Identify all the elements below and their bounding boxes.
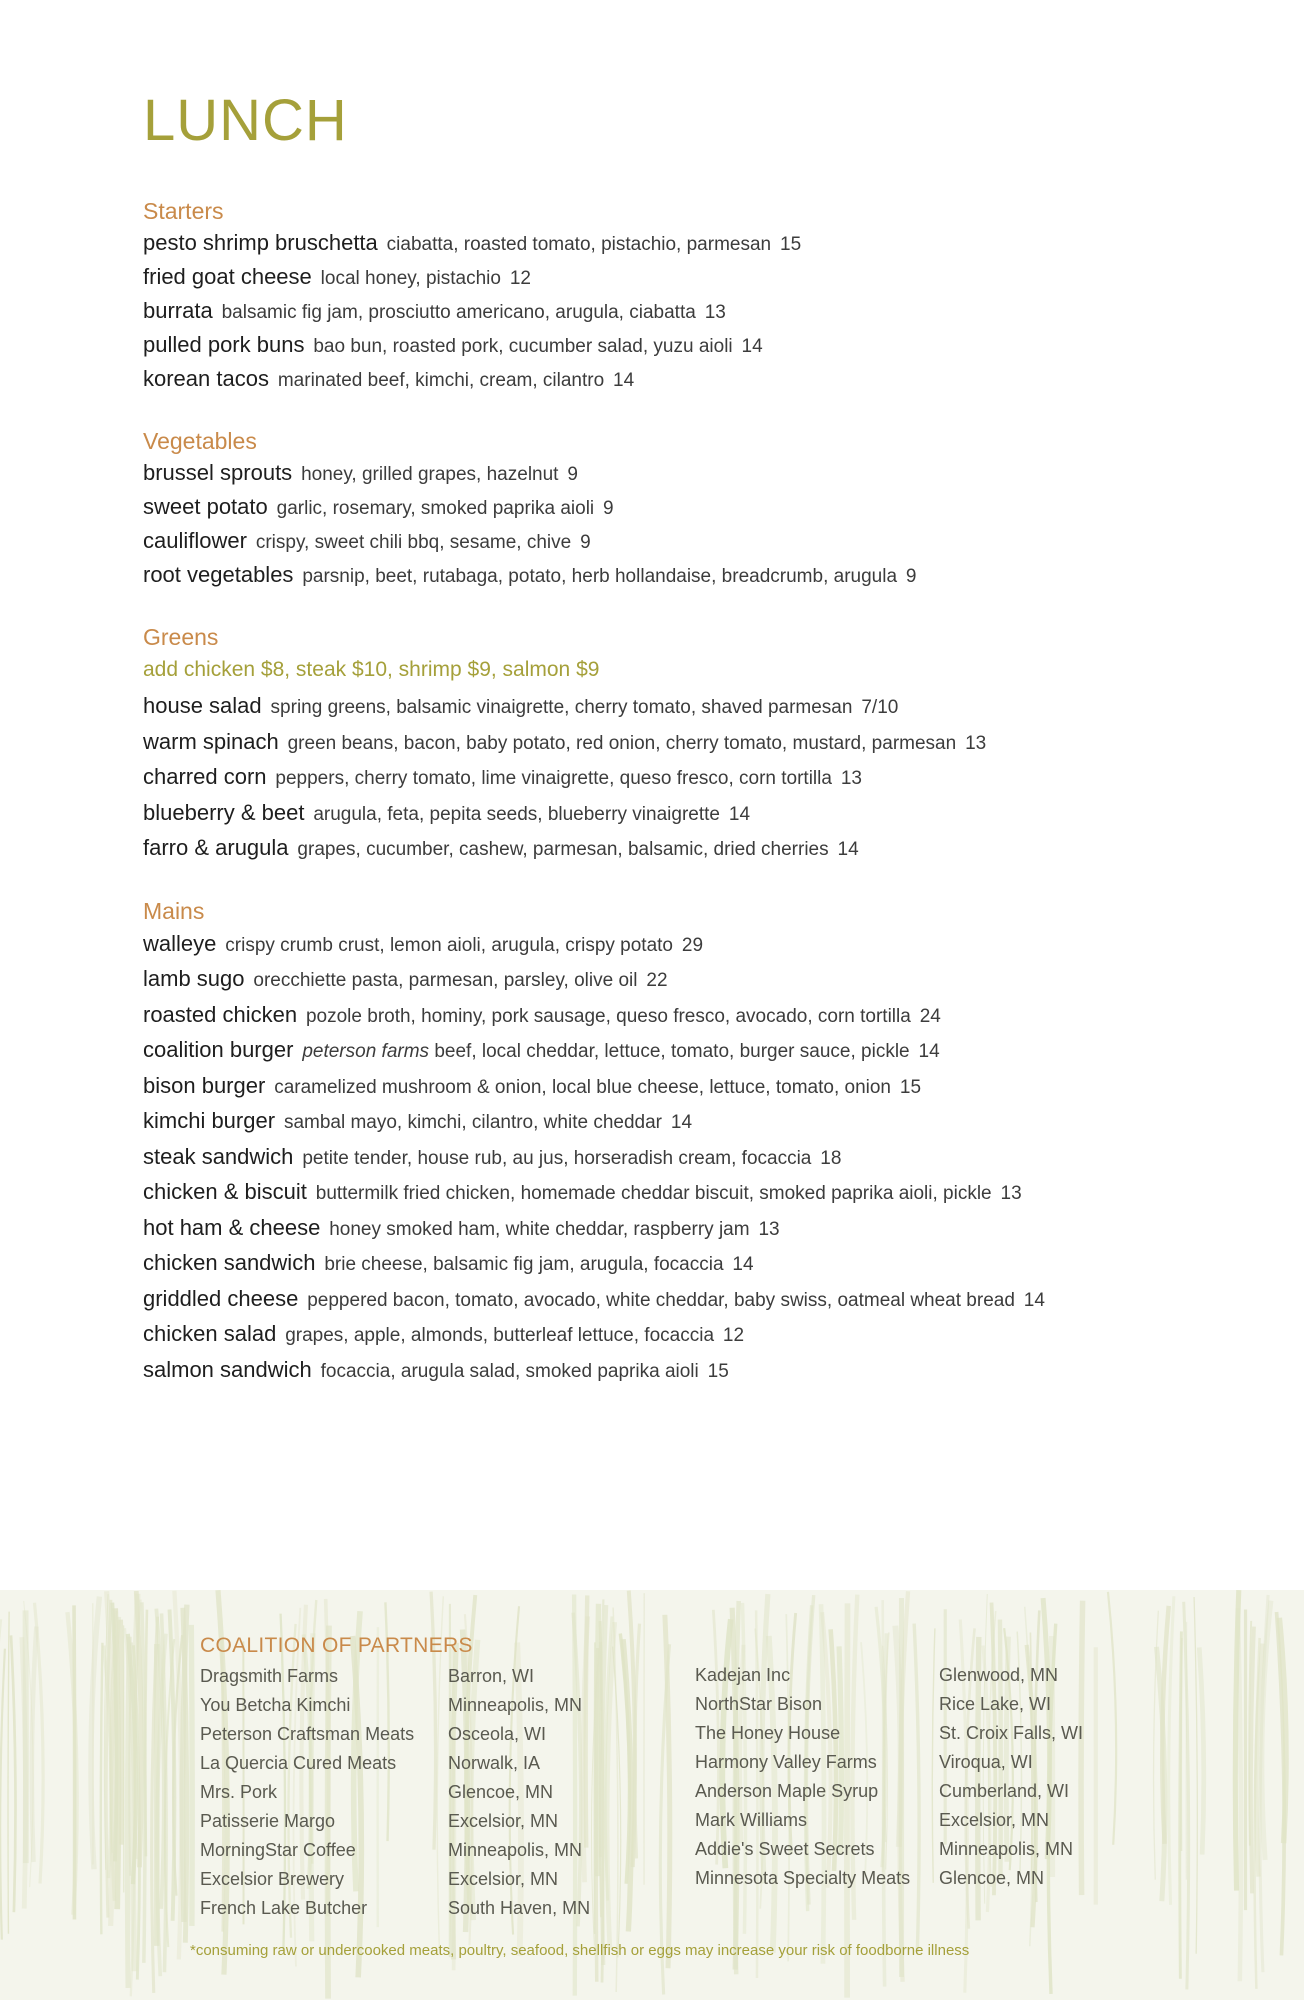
menu-item	[143, 328, 1243, 362]
item-price: 14	[670, 1112, 693, 1133]
item-name: griddled cheese	[143, 1285, 299, 1311]
item-description-text: honey smoked ham, white cheddar, raspberry jam	[329, 1218, 750, 1240]
item-price: 14	[728, 803, 751, 825]
item-description-text: arugula, feta, pepita seeds, blueberry vinaigrette	[313, 803, 720, 825]
partner-location: Minneapolis, MN	[939, 1839, 1074, 1859]
item-price: 15	[707, 1360, 729, 1382]
menu-item	[143, 961, 1243, 997]
partner-location: St. Croix Falls, WI	[939, 1723, 1084, 1743]
menu-item	[143, 1281, 1243, 1317]
item-name: chicken & biscuit	[143, 1179, 307, 1204]
item-name: salmon sandwich	[143, 1356, 312, 1382]
item-description	[271, 697, 853, 718]
item-description	[307, 1290, 1015, 1311]
partner-location: Rice Lake, WI	[939, 1694, 1052, 1714]
item-description	[301, 464, 558, 485]
item-description	[302, 1148, 811, 1169]
menu-item	[143, 362, 1243, 396]
item-name: fried goat cheese	[143, 264, 312, 289]
menu-item	[143, 724, 1243, 760]
menu-section-vegetables	[143, 426, 1243, 592]
item-description-text: marinated beef, kimchi, cream, cilantro	[277, 370, 605, 391]
partner-name: Dragsmith Farms	[200, 1666, 339, 1686]
item-description	[302, 566, 897, 587]
item-description	[297, 839, 828, 860]
bark-stroke	[1199, 1647, 1204, 1854]
menu-item	[143, 926, 1243, 962]
item-name: lamb sugo	[143, 966, 245, 991]
item-description-text: petite tender, house rub, au jus, horseradish cream, focaccia	[302, 1147, 812, 1169]
item-description	[321, 268, 501, 289]
item-description	[313, 804, 720, 825]
menu-item	[143, 1210, 1243, 1246]
item-description-text: crispy crumb crust, lemon aioli, arugula, crispy potato	[225, 934, 673, 956]
menu-item	[143, 558, 1243, 592]
item-description-text: parsnip, beet, rutabaga, potato, herb hollandaise, breadcrumb, arugula	[302, 566, 898, 587]
menu-item	[143, 294, 1243, 328]
item-description	[302, 1041, 909, 1062]
item-price: 22	[646, 970, 668, 991]
item-name: bison burger	[143, 1072, 266, 1098]
item-description-text: green beans, bacon, baby potato, red onion, cherry tomato, mustard, parmesan	[287, 732, 957, 754]
menu-item	[143, 226, 1243, 260]
menu-item	[143, 759, 1243, 795]
item-name: pulled pork buns	[143, 332, 305, 357]
partner-location: Excelsior, MN	[939, 1810, 1050, 1830]
partner-locations-column-2	[939, 1661, 1083, 1893]
item-price: 9	[603, 498, 614, 519]
partner-location: Viroqua, WI	[939, 1752, 1033, 1772]
partner-name: Peterson Craftsman Meats	[200, 1724, 415, 1744]
partner-name: Addie's Sweet Secrets	[695, 1839, 875, 1859]
menu-item	[143, 1103, 1243, 1139]
menu-item	[143, 1316, 1243, 1352]
item-price: 12	[509, 268, 531, 289]
item-price: 18	[820, 1147, 842, 1169]
partner-location: Barron, WI	[448, 1666, 535, 1686]
partner-name: You Betcha Kimchi	[200, 1695, 351, 1715]
item-name: roasted chicken	[143, 1001, 298, 1027]
item-name: burrata	[143, 298, 213, 323]
item-description	[274, 1077, 891, 1098]
item-description-text: pozole broth, hominy, pork sausage, queso fresco, avocado, corn tortilla	[305, 1005, 911, 1027]
menu-section-starters	[143, 196, 1243, 396]
partner-name: NorthStar Bison	[695, 1694, 823, 1714]
item-description-text: sambal mayo, kimchi, cilantro, white cheddar	[283, 1112, 662, 1133]
partners-panel	[0, 1590, 1304, 2000]
partner-name: Mark Williams	[695, 1810, 807, 1830]
item-name: hot ham & cheese	[143, 1214, 321, 1240]
item-description	[256, 532, 571, 553]
menu-item	[143, 1245, 1243, 1281]
item-name: chicken salad	[143, 1321, 277, 1346]
item-description-text: spring greens, balsamic vinaigrette, cherry tomato, shaved parmesan	[270, 697, 853, 718]
bark-stroke	[613, 1647, 621, 1958]
bark-stroke	[74, 1605, 75, 1919]
partner-name: Kadejan Inc	[695, 1665, 791, 1685]
partner-location: Glencoe, MN	[939, 1868, 1045, 1888]
item-description-text: honey, grilled grapes, hazelnut	[301, 464, 559, 485]
bark-stroke	[1181, 1638, 1182, 1851]
item-description	[321, 1361, 699, 1382]
menu-item	[143, 1174, 1243, 1210]
item-description	[288, 733, 957, 754]
item-price: 29	[681, 934, 704, 956]
item-description-text: balsamic fig jam, prosciutto americano, arugula, ciabatta	[221, 302, 696, 323]
menu-item	[143, 1139, 1243, 1175]
partner-name: Excelsior Brewery	[200, 1869, 345, 1889]
item-price: 9	[567, 464, 578, 485]
item-description-text: caramelized mushroom & onion, local blue cheese, lettuce, tomato, onion	[274, 1076, 891, 1098]
bark-texture-background	[0, 1590, 1304, 2000]
item-price: 13	[965, 732, 987, 754]
bark-stroke	[1108, 1592, 1116, 1845]
item-price: 15	[780, 234, 802, 255]
item-price: 15	[899, 1076, 922, 1098]
partner-location: Excelsior, MN	[448, 1869, 559, 1889]
menu-item	[143, 795, 1243, 831]
section-note: add chicken $8, steak $10, shrimp $9, salmon $9	[143, 658, 600, 681]
partner-name: Minnesota Specialty Meats	[695, 1868, 911, 1888]
item-description-text: ciabatta, roasted tomato, pistachio, parmesan	[386, 234, 772, 255]
menu-item	[143, 1032, 1243, 1068]
partner-locations-column-1	[448, 1662, 590, 1923]
section-title: Mains	[143, 897, 205, 924]
menu-item	[143, 1068, 1243, 1104]
item-description-text: peppers, cherry tomato, lime vinaigrette, queso fresco, corn tortilla	[275, 768, 832, 789]
bark-stroke	[431, 1592, 436, 1850]
item-description-text: bao bun, roasted pork, cucumber salad, yuzu aioli	[313, 336, 733, 357]
partner-location: South Haven, MN	[448, 1898, 591, 1918]
item-description	[278, 370, 604, 391]
item-description	[285, 1325, 714, 1346]
item-name: house salad	[143, 693, 262, 718]
item-name: korean tacos	[143, 366, 269, 391]
page-title: LUNCH	[143, 88, 348, 153]
bark-stroke	[1169, 1596, 1174, 1904]
item-description	[329, 1219, 749, 1240]
item-description	[222, 302, 696, 323]
item-description	[306, 1006, 911, 1027]
item-name: cauliflower	[143, 528, 247, 553]
item-price: 24	[919, 1005, 941, 1027]
bark-stroke	[191, 1625, 192, 1926]
menu-item	[143, 524, 1243, 558]
partner-name: The Honey House	[695, 1723, 841, 1743]
item-price: 14	[837, 839, 859, 860]
bark-stroke	[8, 1612, 9, 1934]
bark-stroke	[623, 1639, 631, 1931]
item-price: 14	[613, 370, 635, 391]
section-title: Vegetables	[143, 428, 257, 454]
partners-title: COALITION OF PARTNERS	[200, 1634, 473, 1657]
item-name: steak sandwich	[143, 1143, 294, 1169]
bark-stroke	[32, 1627, 37, 1862]
item-name: kimchi burger	[143, 1108, 276, 1133]
item-name: charred corn	[143, 764, 267, 789]
item-description	[313, 336, 732, 357]
item-price: 14	[741, 336, 763, 357]
menu-item	[143, 456, 1243, 490]
bark-stroke	[121, 1620, 122, 1845]
item-price: 13	[758, 1218, 780, 1240]
partner-name: La Quercia Cured Meats	[200, 1753, 397, 1773]
item-description	[284, 1112, 662, 1133]
item-description-text: crispy, sweet chili bbq, sesame, chive	[255, 532, 572, 553]
item-name: chicken sandwich	[143, 1250, 316, 1275]
item-price: 12	[722, 1325, 745, 1346]
partner-location: Norwalk, IA	[448, 1753, 541, 1773]
item-name: farro & arugula	[143, 835, 289, 860]
menu-item	[143, 490, 1243, 524]
item-description-text: peppered bacon, tomato, avocado, white cheddar, baby swiss, oatmeal wheat bread	[307, 1289, 1015, 1311]
item-name: pesto shrimp bruschetta	[143, 230, 378, 255]
bark-stroke	[11, 1635, 15, 1912]
item-name: warm spinach	[143, 728, 279, 754]
item-price: 7/10	[861, 697, 899, 718]
menu-item	[143, 1352, 1243, 1388]
partner-name: Anderson Maple Syrup	[695, 1781, 879, 1801]
section-title: Greens	[143, 624, 219, 650]
bark-stroke	[597, 1604, 598, 1876]
item-description-text: beef, local cheddar, lettuce, tomato, burger sauce, pickle	[434, 1041, 910, 1062]
partner-name: MorningStar Coffee	[200, 1840, 356, 1860]
menu-section-greens	[143, 622, 1243, 866]
bark-stroke	[1194, 1597, 1197, 1954]
item-price: 14	[1023, 1289, 1045, 1311]
section-title: Starters	[143, 198, 224, 224]
partner-name: Patisserie Margo	[200, 1811, 336, 1831]
item-name: root vegetables	[143, 562, 294, 587]
item-description-text: garlic, rosemary, smoked paprika aioli	[276, 498, 595, 519]
item-description	[275, 768, 832, 789]
partner-names-column-1	[200, 1662, 414, 1923]
partner-name: Harmony Valley Farms	[695, 1752, 877, 1772]
menu-section-mains	[143, 896, 1243, 1388]
item-name: blueberry & beet	[143, 799, 305, 825]
item-price: 9	[580, 532, 591, 553]
item-description-text: buttermilk fried chicken, homemade cheddar biscuit, smoked paprika aioli, pickle	[315, 1183, 992, 1204]
menu-item	[143, 688, 1243, 724]
item-price: 13	[840, 768, 862, 789]
bark-stroke	[914, 1624, 919, 1952]
bark-stroke	[932, 1628, 935, 1883]
item-description-text: focaccia, arugula salad, smoked paprika aioli	[320, 1360, 699, 1382]
food-safety-disclaimer: *consuming raw or undercooked meats, poultry, seafood, shellfish or eggs may increase your risk of foodborne illness	[190, 1942, 970, 1959]
partner-location: Cumberland, WI	[939, 1781, 1070, 1801]
item-description-text: brie cheese, balsamic fig jam, arugula, focaccia	[324, 1254, 724, 1275]
item-description	[316, 1183, 992, 1204]
partner-name: French Lake Butcher	[200, 1898, 368, 1918]
item-name: sweet potato	[143, 494, 268, 519]
bark-stroke	[1262, 1601, 1271, 1860]
item-name: walleye	[143, 930, 217, 956]
menu-body	[143, 196, 1243, 1417]
item-brand: peterson farms	[302, 1041, 430, 1062]
partner-location: Osceola, WI	[448, 1724, 547, 1744]
menu-item	[143, 830, 1243, 866]
item-price: 9	[905, 566, 917, 587]
partner-names-column-2	[695, 1661, 910, 1893]
item-name: brussel sprouts	[143, 460, 293, 485]
bark-stroke	[101, 1643, 103, 1935]
menu-item	[143, 260, 1243, 294]
item-price: 13	[1000, 1183, 1022, 1204]
item-price: 14	[732, 1254, 754, 1275]
bark-stroke	[91, 1597, 99, 1870]
item-description-text: local honey, pistachio	[320, 268, 501, 289]
partner-location: Minneapolis, MN	[448, 1840, 583, 1860]
item-price: 14	[918, 1041, 940, 1062]
menu-item	[143, 997, 1243, 1033]
item-description-text: orecchiette pasta, parmesan, parsley, olive oil	[253, 970, 638, 991]
item-description	[324, 1254, 723, 1275]
item-description	[225, 935, 673, 956]
item-description	[277, 498, 595, 519]
partner-location: Glencoe, MN	[448, 1782, 554, 1802]
partner-location: Glenwood, MN	[939, 1665, 1059, 1685]
partner-location: Excelsior, MN	[448, 1811, 559, 1831]
item-description	[253, 970, 637, 991]
bark-stroke	[0, 1649, 5, 1940]
item-description-text: grapes, cucumber, cashew, parmesan, balsamic, dried cherries	[297, 839, 829, 860]
item-description	[387, 234, 771, 255]
partner-location: Minneapolis, MN	[448, 1695, 583, 1715]
partner-name: Mrs. Pork	[200, 1782, 278, 1802]
item-description-text: grapes, apple, almonds, butterleaf lettuce, focaccia	[285, 1325, 715, 1346]
item-name: coalition burger	[143, 1037, 294, 1062]
item-price: 13	[704, 302, 726, 323]
